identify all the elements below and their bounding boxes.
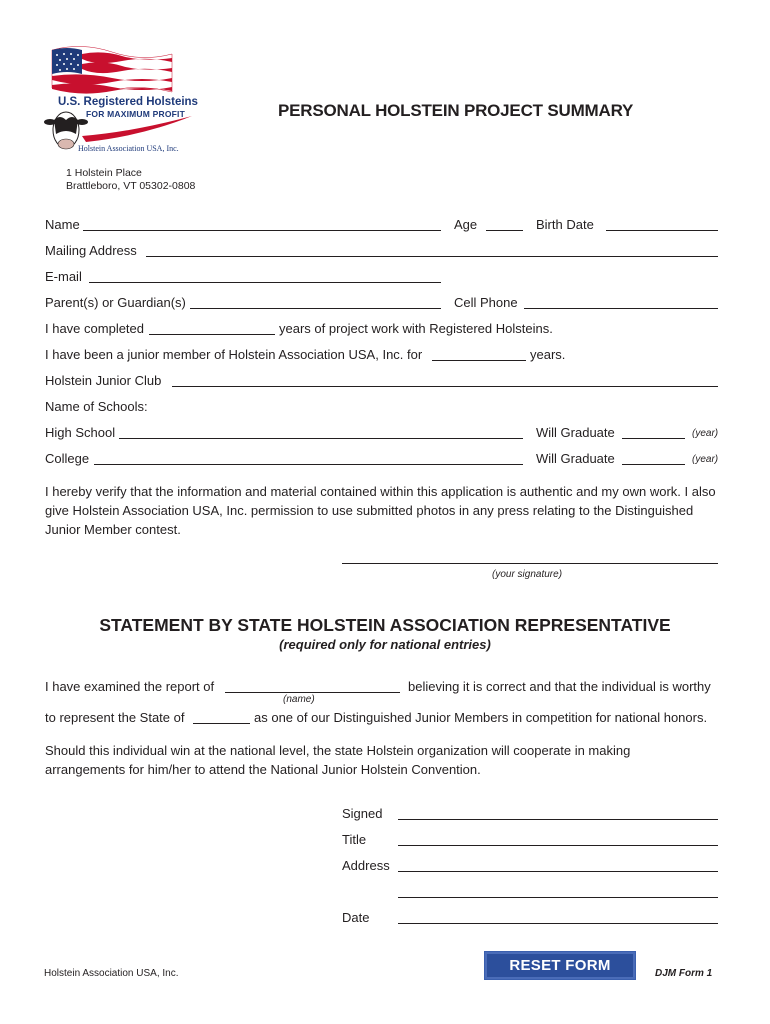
title-field[interactable] [398,845,718,846]
age-field[interactable] [486,230,523,231]
completed-years-field[interactable] [149,334,275,335]
name-field[interactable] [83,230,441,231]
win-text: Should this individual win at the national level, the state Holstein organization will cooperate in making arrangements for him/her to attend the National Junior Holstein Convention. [45,743,631,777]
logo-text-registered: U.S. Registered Holsteins [58,96,198,108]
represent-suffix: as one of our Distinguished Junior Members in competition for national honors. [254,710,708,725]
title-label: Title [342,832,367,847]
junior-years-field[interactable] [432,360,526,361]
signed-label: Signed [342,806,383,821]
examined-name-field[interactable] [225,692,400,693]
parents-label: Parent(s) or Guardian(s) [45,295,186,310]
birth-date-label: Birth Date [536,217,594,232]
college-label: College [45,451,90,466]
cell-phone-label: Cell Phone [454,295,518,310]
logo-text-association: Holstein Association USA, Inc. [78,144,179,153]
college-year-field[interactable] [622,464,685,465]
reset-form-button[interactable]: RESET FORM [484,951,636,980]
schools-label: Name of Schools: [45,399,148,414]
junior-suffix: years. [530,347,566,362]
club-label: Holstein Junior Club [45,373,162,388]
verification-text: I hereby verify that the information and material contained within this application is authentic and my own work. I also give Holstein Association USA, Inc. permission to use submitted photos in any press relating to the Distinguished Junior Member contest. [45,484,716,537]
address-field-2[interactable] [398,897,718,898]
high-school-graduate-label: Will Graduate [536,425,615,440]
college-field[interactable] [94,464,523,465]
page-title: PERSONAL HOLSTEIN PROJECT SUMMARY [278,101,634,120]
statement-subtitle: (required only for national entries) [279,637,491,652]
email-label: E-mail [45,269,82,284]
examined-suffix: believing it is correct and that the individual is worthy [408,679,711,694]
cell-phone-field[interactable] [524,308,718,309]
junior-prefix: I have been a junior member of Holstein Association USA, Inc. for [45,347,423,362]
college-year-hint: (year) [692,454,719,465]
signature-field[interactable] [342,563,718,564]
high-school-year-field[interactable] [622,438,685,439]
form-id: DJM Form 1 [655,968,713,979]
address-line-2: Brattleboro, VT 05302-0808 [66,180,196,192]
name-hint: (name) [283,694,315,705]
logo-text-profit: FOR MAXIMUM PROFIT [86,109,185,119]
mailing-address-label: Mailing Address [45,243,137,258]
age-label: Age [454,217,478,232]
parents-field[interactable] [190,308,441,309]
email-field[interactable] [89,282,441,283]
date-label: Date [342,910,370,925]
club-field[interactable] [172,386,718,387]
high-school-year-hint: (year) [692,428,719,439]
college-graduate-label: Will Graduate [536,451,615,466]
address-label: Address [342,858,390,873]
state-field[interactable] [193,723,250,724]
completed-suffix: years of project work with Registered Holsteins. [279,321,553,336]
date-field[interactable] [398,923,718,924]
signature-hint: (your signature) [492,569,563,580]
represent-prefix: to represent the State of [45,710,185,725]
birth-date-field[interactable] [606,230,718,231]
address-field-1[interactable] [398,871,718,872]
signed-field[interactable] [398,819,718,820]
statement-title: STATEMENT BY STATE HOLSTEIN ASSOCIATION REPRESENTATIVE [99,615,671,635]
completed-prefix: I have completed [45,321,145,336]
high-school-label: High School [45,425,116,440]
name-label: Name [45,217,80,232]
examined-prefix: I have examined the report of [45,679,215,694]
address-line-1: 1 Holstein Place [66,167,142,179]
high-school-field[interactable] [119,438,523,439]
mailing-address-field[interactable] [146,256,718,257]
footer-org: Holstein Association USA, Inc. [44,968,179,979]
